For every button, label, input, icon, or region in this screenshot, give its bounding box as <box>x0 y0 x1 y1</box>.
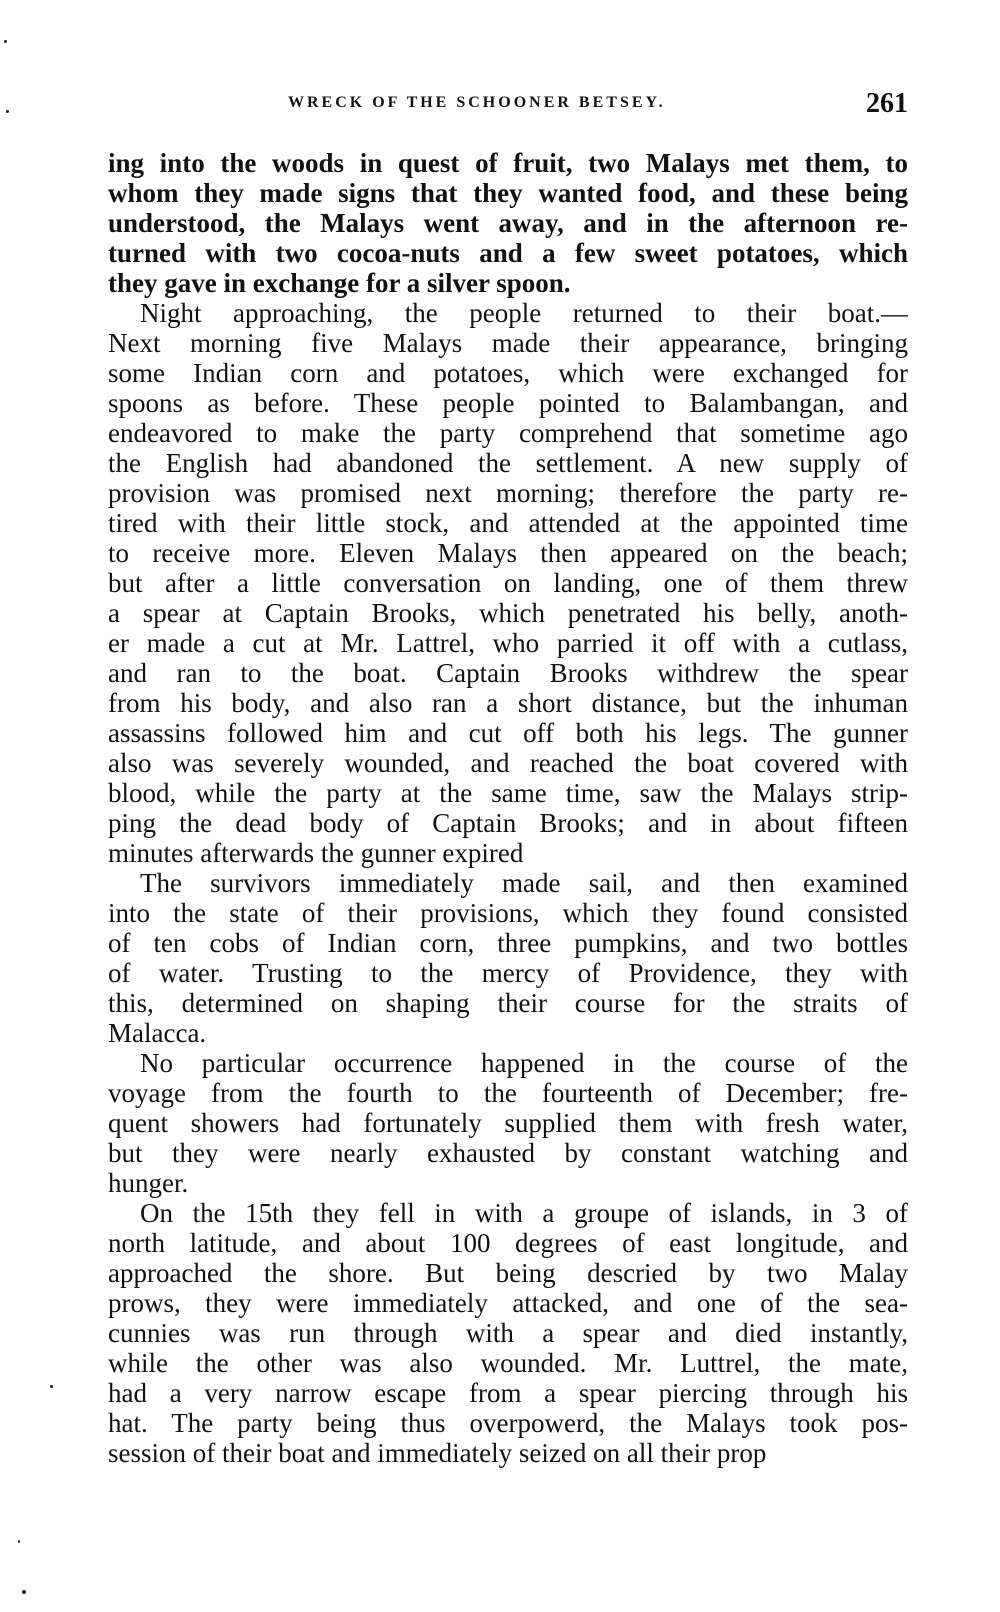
text-line: The survivors immediately made sail, and then examined <box>140 868 908 898</box>
text-line: from his body, and also ran a short distance, but the inhuman <box>108 688 908 718</box>
text-line: hunger. <box>108 1168 189 1198</box>
text-line: prows, they were immediately attacked, and one of the sea- <box>108 1288 908 1318</box>
text-line: also was severely wounded, and reached the boat covered with <box>108 748 908 778</box>
paragraph <box>108 868 908 1048</box>
text-line: this, determined on shaping their course for the straits of <box>108 988 908 1018</box>
text-line: spoons as before. These people pointed to Balambangan, and <box>108 388 908 418</box>
text-line: Night approaching, the people returned to their boat.— <box>140 298 908 328</box>
text-line: but they were nearly exhausted by constant watching and <box>108 1138 908 1168</box>
text-line: er made a cut at Mr. Lattrel, who parried it off with a cutlass, <box>108 628 908 658</box>
paragraph <box>108 298 908 868</box>
page-header <box>108 88 908 128</box>
text-line: some Indian corn and potatoes, which were exchanged for <box>108 358 908 388</box>
text-line: No particular occurrence happened in the course of the <box>140 1048 908 1078</box>
running-title: WRECK OF THE SCHOONER BETSEY. <box>288 94 666 111</box>
text-line: voyage from the fourth to the fourteenth of December; fre- <box>108 1078 908 1108</box>
paragraph <box>108 1048 908 1198</box>
text-line: session of their boat and immediately seized on all their prop <box>108 1438 767 1468</box>
text-line: of water. Trusting to the mercy of Providence, they with <box>108 958 908 988</box>
text-line: and ran to the boat. Captain Brooks withdrew the spear <box>108 658 908 688</box>
paragraph <box>108 148 908 298</box>
text-line: ping the dead body of Captain Brooks; and in about fifteen <box>108 808 908 838</box>
text-line: quent showers had fortunately supplied them with fresh water, <box>108 1108 908 1138</box>
text-line: tired with their little stock, and attended at the appointed time <box>108 508 908 538</box>
text-line: the English had abandoned the settlement. A new supply of <box>108 448 908 478</box>
text-line: north latitude, and about 100 degrees of east longitude, and <box>108 1228 908 1258</box>
body-text <box>108 148 908 1468</box>
text-line: whom they made signs that they wanted food, and these being <box>108 178 908 208</box>
text-line: a spear at Captain Brooks, which penetrated his belly, anoth- <box>108 598 908 628</box>
text-line: minutes afterwards the gunner expired <box>108 838 524 868</box>
text-line: Next morning five Malays made their appearance, bringing <box>108 328 908 358</box>
text-line: approached the shore. But being descried by two Malay <box>108 1258 908 1288</box>
text-line: blood, while the party at the same time, saw the Malays strip- <box>108 778 908 808</box>
text-line: On the 15th they fell in with a groupe of islands, in 3 of <box>140 1198 908 1228</box>
text-line: assassins followed him and cut off both his legs. The gunner <box>108 718 908 748</box>
text-line: turned with two cocoa-nuts and a few sweet potatoes, which <box>108 238 908 268</box>
text-line: understood, the Malays went away, and in the afternoon re- <box>108 208 908 238</box>
text-line: provision was promised next morning; therefore the party re- <box>108 478 908 508</box>
text-line: ing into the woods in quest of fruit, two Malays met them, to <box>108 148 908 178</box>
text-line: they gave in exchange for a silver spoon. <box>108 268 571 298</box>
text-line: of ten cobs of Indian corn, three pumpkins, and two bottles <box>108 928 908 958</box>
text-line: hat. The party being thus overpowerd, the Malays took pos- <box>108 1408 908 1438</box>
text-line: but after a little conversation on landing, one of them threw <box>108 568 908 598</box>
text-line: while the other was also wounded. Mr. Luttrel, the mate, <box>108 1348 908 1378</box>
text-line: to receive more. Eleven Malays then appeared on the beach; <box>108 538 908 568</box>
text-line: had a very narrow escape from a spear piercing through his <box>108 1378 908 1408</box>
text-line: endeavored to make the party comprehend that sometime ago <box>108 418 908 448</box>
paragraph <box>108 1198 908 1468</box>
page-number: 261 <box>866 88 908 119</box>
text-line: cunnies was run through with a spear and died instantly, <box>108 1318 908 1348</box>
text-line: Malacca. <box>108 1018 207 1048</box>
text-line: into the state of their provisions, which they found consisted <box>108 898 908 928</box>
